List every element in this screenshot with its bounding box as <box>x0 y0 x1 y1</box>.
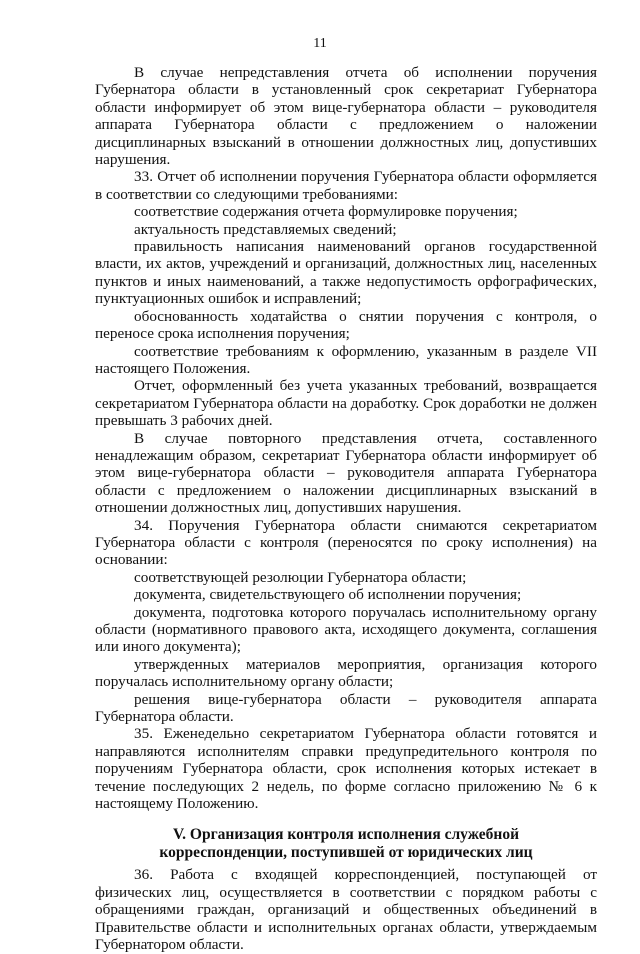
paragraph: 34. Поручения Губернатора области снимаются секретариатом Губернатора области с контроля (переносятся по сроку исполнения) на основании: <box>95 516 597 569</box>
paragraph: В случае непредставления отчета об исполнении поручения Губернатора области в установленный срок секретариат Губернатора области информирует об этом вице-губернатора области – руководителя аппарата Губернатора области с предложением о наложении дисциплинарных взысканий в отношении должностных лиц, допустивших нарушения. <box>95 64 597 169</box>
paragraph: соответствие требованиям к оформлению, указанным в разделе VII настоящего Положения. <box>95 342 597 377</box>
paragraph: 36. Работа с входящей корреспонденцией, поступающей от физических лиц, осуществляется в соответствии с порядком работы с обращениями граждан, организаций и общественных объединений в Правительстве области и исполнительных органах области, утверждаемым Губернатором области. <box>95 866 597 954</box>
document-body <box>95 64 597 954</box>
paragraph: утвержденных материалов мероприятия, организация которого поручалась исполнительному органу области; <box>95 655 597 691</box>
paragraph: 35. Еженедельно секретариатом Губернатора области готовятся и направляются исполнителям справки предупредительного контроля по поручениям Губернатора области, срок исполнения которых истекает в течение последующих 2 недель, по форме согласно приложению № 6 к настоящему Положению. <box>95 725 597 813</box>
paragraph: соответствующей резолюции Губернатора области; <box>134 568 467 586</box>
page-number: 11 <box>313 36 327 51</box>
paragraph: решения вице-губернатора области – руководителя аппарата Губернатора области. <box>95 690 597 726</box>
paragraph: 33. Отчет об исполнении поручения Губернатора области оформляется в соответствии со следующими требованиями: <box>95 168 597 203</box>
paragraph: соответствие содержания отчета формулировке поручения; <box>134 203 518 221</box>
section-heading-line: корреспонденции, поступившей от юридических лиц <box>159 844 533 862</box>
section-heading <box>95 826 597 862</box>
section-heading-line: V. Организация контроля исполнения служебной <box>172 826 520 844</box>
paragraph: правильность написания наименований органов государственной власти, их актов, учреждений и организаций, должностных лиц, населенных пунктов и иных наименований, а также недопустимость орфографических, пунктуационных ошибок и исправлений; <box>95 238 597 308</box>
paragraph: Отчет, оформленный без учета указанных требований, возвращается секретариатом Губернатора области на доработку. Срок доработки не должен превышать 3 рабочих дней. <box>95 377 597 430</box>
paragraph: документа, свидетельствующего об исполнении поручения; <box>134 586 522 604</box>
paragraph: обоснованность ходатайства о снятии поручения с контроля, о переносе срока исполнения поручения; <box>95 307 597 343</box>
paragraph: актуальность представляемых сведений; <box>134 220 397 238</box>
paragraph: документа, подготовка которого поручалась исполнительному органу области (нормативного правового акта, исходящего документа, соглашения или иного документа); <box>95 603 597 656</box>
paragraph: В случае повторного представления отчета, составленного ненадлежащим образом, секретариат Губернатора области информирует об этом вице-губернатора области – руководителя аппарата Губернатора области с предложением о наложении дисциплинарных взысканий в отношении должностных лиц, допустивших нарушения. <box>95 429 597 517</box>
